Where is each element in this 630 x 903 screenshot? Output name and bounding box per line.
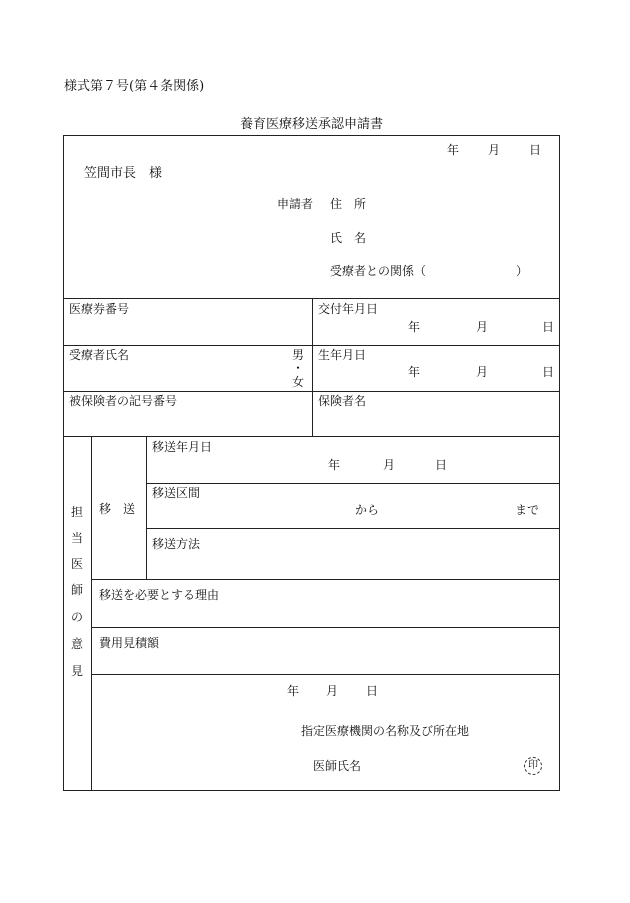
transport-day: 日	[435, 458, 448, 472]
insured-symbol-label: 被保険者の記号番号	[69, 394, 178, 408]
address-label: 住 所	[330, 197, 367, 211]
opinion-label-char: 医	[70, 557, 83, 571]
birth-month: 月	[476, 365, 489, 379]
sign-year: 年	[287, 684, 300, 698]
seal-mark: 印	[524, 757, 542, 775]
doctor-name-label: 医師氏名	[313, 759, 362, 773]
divider	[91, 579, 560, 580]
addressee: 笠間市長 様	[84, 166, 163, 181]
issue-day: 日	[542, 320, 555, 334]
relation-label: 受療者との関係（	[330, 264, 427, 278]
divider	[91, 436, 92, 791]
opinion-label-char: 見	[70, 664, 83, 678]
form-title: 養育医療移送承認申請書	[240, 117, 384, 132]
opinion-label-char: 当	[70, 531, 83, 545]
divider	[146, 528, 560, 529]
transport-route-label: 移送区間	[152, 486, 201, 500]
divider	[91, 674, 560, 675]
divider	[146, 436, 147, 579]
issue-year: 年	[408, 320, 421, 334]
transport-method-label: 移送方法	[152, 537, 201, 551]
form-frame	[63, 135, 560, 791]
birth-date-label: 生年月日	[318, 348, 367, 362]
sex-female: 女	[292, 375, 305, 389]
birth-year: 年	[408, 365, 421, 379]
transport-label: 移 送	[99, 502, 136, 516]
issue-month: 月	[476, 320, 489, 334]
transport-year: 年	[328, 458, 341, 472]
opinion-label-char: の	[70, 610, 83, 624]
transport-date-label: 移送年月日	[152, 440, 213, 454]
sign-month: 月	[326, 684, 339, 698]
relation-close: ）	[516, 264, 529, 278]
form-number: 様式第７号(第４条関係)	[64, 79, 205, 94]
cost-estimate-label: 費用見積額	[99, 636, 160, 650]
institution-label: 指定医療機関の名称及び所在地	[301, 724, 470, 738]
patient-name-label: 受療者氏名	[69, 348, 130, 362]
application-month: 月	[488, 143, 501, 157]
route-from: から	[355, 503, 380, 517]
insurer-name-label: 保険者名	[318, 394, 367, 408]
birth-day: 日	[542, 365, 555, 379]
divider	[91, 627, 560, 628]
opinion-label-char: 意	[70, 637, 83, 651]
transport-month: 月	[383, 458, 396, 472]
route-to: まで	[515, 503, 540, 517]
ticket-number-label: 医療券番号	[69, 302, 130, 316]
applicant-label: 申請者	[277, 197, 314, 211]
sign-day: 日	[366, 684, 379, 698]
divider	[63, 436, 560, 437]
sex-male: 男	[292, 348, 305, 362]
issue-date-label: 交付年月日	[318, 302, 379, 316]
opinion-label-char: 担	[70, 505, 83, 519]
opinion-label-char: 師	[70, 583, 83, 597]
sex-separator: ・	[292, 361, 305, 375]
application-year: 年	[447, 143, 460, 157]
divider	[312, 298, 313, 436]
application-day: 日	[529, 143, 542, 157]
name-label: 氏 名	[330, 231, 367, 245]
reason-label: 移送を必要とする理由	[99, 588, 220, 602]
divider	[146, 483, 560, 484]
